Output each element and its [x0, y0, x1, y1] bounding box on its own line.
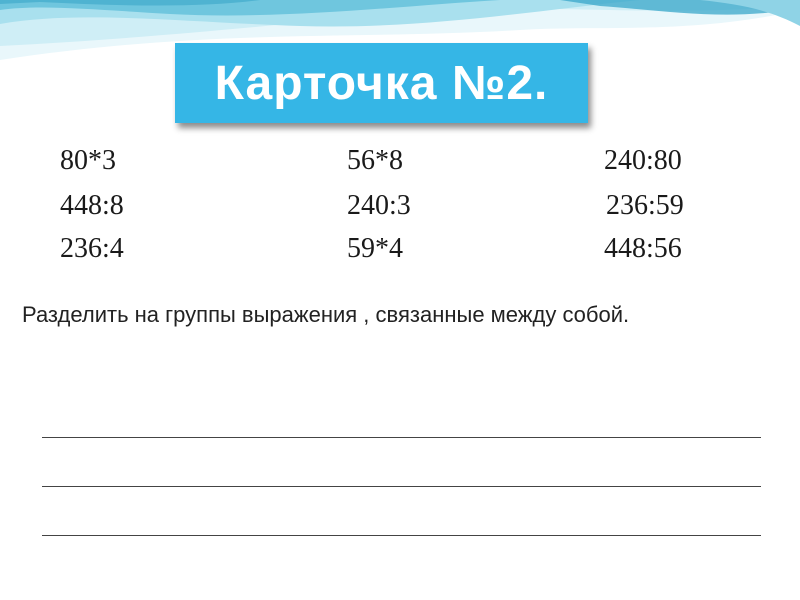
expression-col1-row2: 448:8 — [60, 190, 124, 221]
expression-col3-row3: 448:56 — [604, 233, 682, 264]
expression-col2-row2: 240:3 — [347, 190, 411, 221]
expression-col3-row2: 236:59 — [606, 190, 684, 221]
answer-line-3[interactable] — [42, 535, 761, 536]
answer-line-1[interactable] — [42, 437, 761, 438]
expression-col3-row1: 240:80 — [604, 145, 682, 176]
card-title-box — [175, 43, 588, 123]
card-title: Карточка №2. — [214, 56, 549, 110]
expression-col1-row1: 80*3 — [60, 145, 116, 176]
expression-col2-row3: 59*4 — [347, 233, 403, 264]
answer-line-2[interactable] — [42, 486, 761, 487]
expression-col2-row1: 56*8 — [347, 145, 403, 176]
expression-col1-row3: 236:4 — [60, 233, 124, 264]
task-instruction: Разделить на группы выражения , связанные между собой. — [22, 302, 630, 327]
